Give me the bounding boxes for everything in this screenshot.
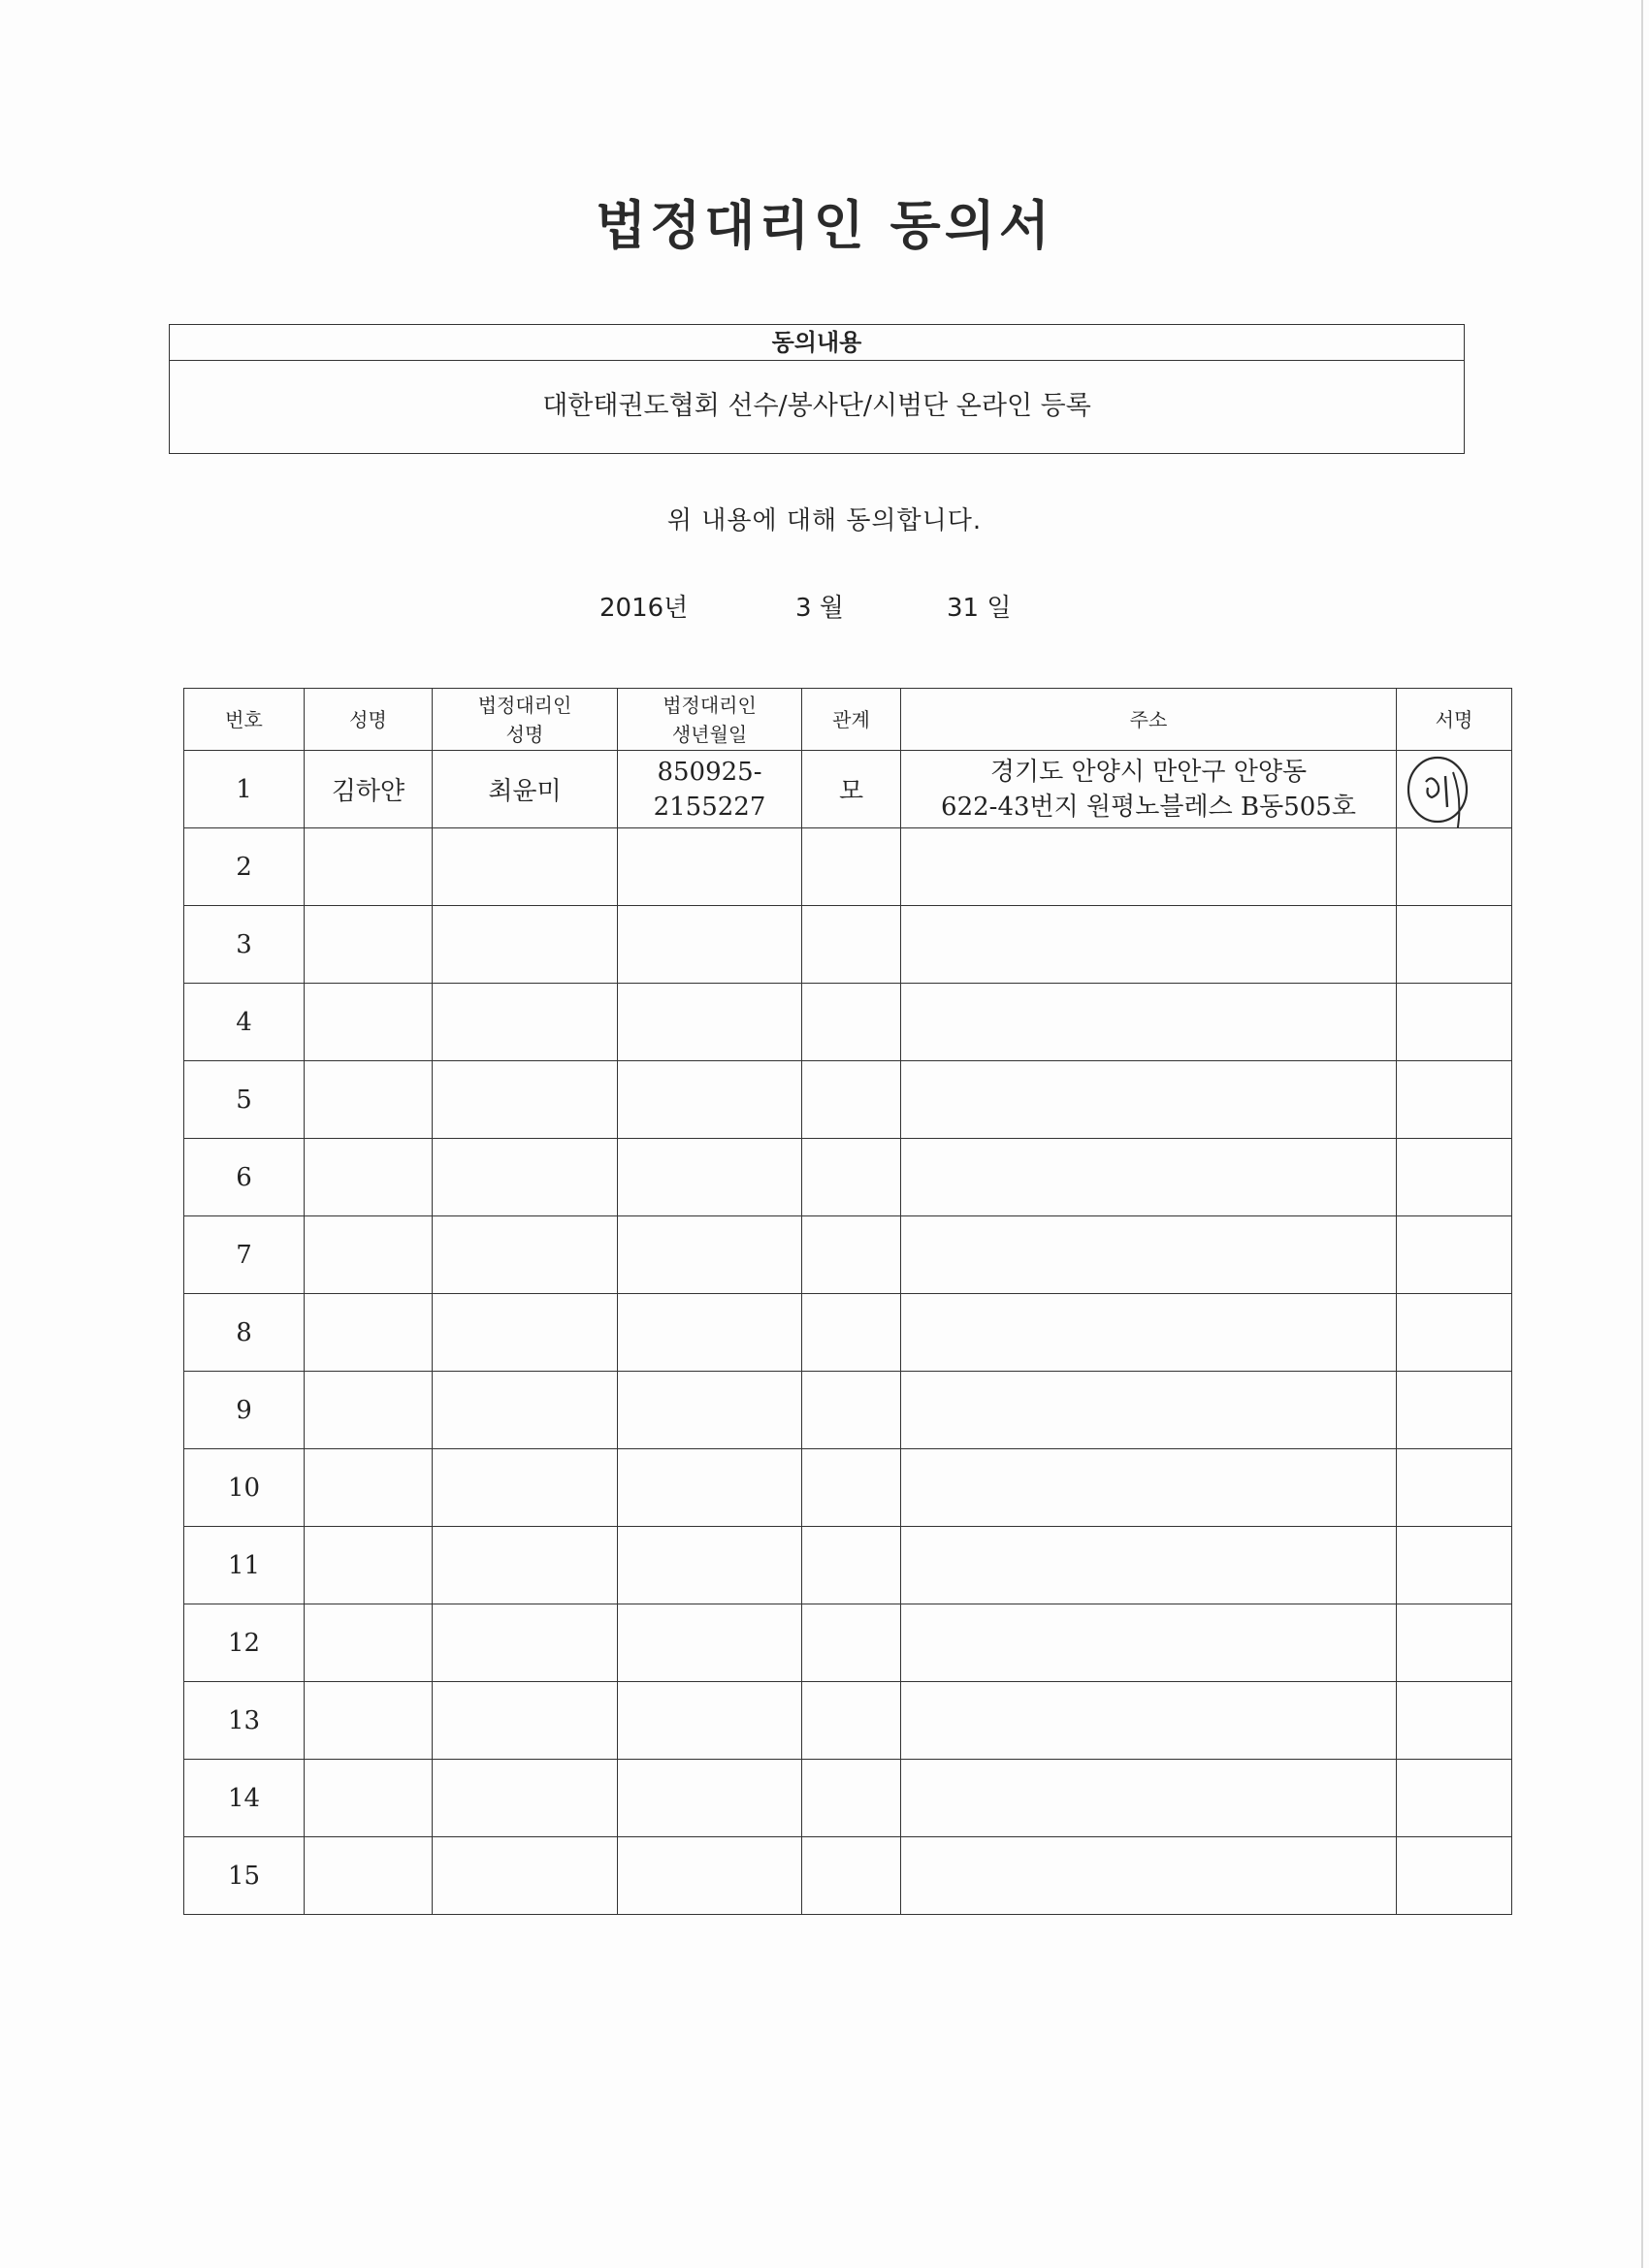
row-relation bbox=[802, 828, 901, 906]
table-row bbox=[184, 1760, 1512, 1837]
row-relation bbox=[802, 1372, 901, 1449]
row-signature bbox=[1397, 828, 1512, 906]
row-guardian-name bbox=[433, 1837, 618, 1915]
row-guardian-birth bbox=[618, 1372, 802, 1449]
date-day: 31 일 bbox=[947, 594, 1012, 623]
table-row bbox=[184, 1604, 1512, 1682]
row-no: 10 bbox=[184, 1449, 305, 1527]
row-address bbox=[901, 1372, 1397, 1449]
row-no: 15 bbox=[184, 1837, 305, 1915]
header-guardian-birth bbox=[618, 689, 802, 751]
table-row bbox=[184, 906, 1512, 984]
row-signature bbox=[1397, 1604, 1512, 1682]
row-relation bbox=[802, 1760, 901, 1837]
row-no: 9 bbox=[184, 1372, 305, 1449]
table-row bbox=[184, 828, 1512, 906]
row-name bbox=[305, 828, 433, 906]
row-guardian-birth bbox=[618, 1682, 802, 1760]
row-no: 7 bbox=[184, 1216, 305, 1294]
row-name bbox=[305, 1294, 433, 1372]
row-guardian-birth bbox=[618, 751, 802, 828]
row-no: 13 bbox=[184, 1682, 305, 1760]
scan-edge bbox=[1641, 0, 1643, 2268]
header-guardian-name bbox=[433, 689, 618, 751]
table-row bbox=[184, 1449, 1512, 1527]
row-signature bbox=[1397, 1216, 1512, 1294]
row-address bbox=[901, 1837, 1397, 1915]
header-signature: 서명 bbox=[1397, 689, 1512, 751]
header-guardian-birth-line1: 법정대리인 bbox=[663, 693, 757, 717]
row-signature bbox=[1397, 1061, 1512, 1139]
row-guardian-name bbox=[433, 1760, 618, 1837]
row-relation bbox=[802, 1061, 901, 1139]
row-no: 11 bbox=[184, 1527, 305, 1604]
row-signature bbox=[1397, 1837, 1512, 1915]
row-name bbox=[305, 1527, 433, 1604]
row-guardian-name: 최윤미 bbox=[433, 751, 618, 828]
row-signature bbox=[1397, 1682, 1512, 1760]
row-name: 김하얀 bbox=[305, 751, 433, 828]
row-guardian-birth bbox=[618, 1837, 802, 1915]
row-guardian-birth bbox=[618, 906, 802, 984]
row-relation bbox=[802, 1527, 901, 1604]
row-guardian-name bbox=[433, 1682, 618, 1760]
row-guardian-birth bbox=[618, 1061, 802, 1139]
row-relation bbox=[802, 1682, 901, 1760]
header-guardian-name-line1: 법정대리인 bbox=[477, 693, 572, 717]
table-row bbox=[184, 1837, 1512, 1915]
row-guardian-birth bbox=[618, 1527, 802, 1604]
guardian-table bbox=[183, 688, 1512, 1915]
row-address bbox=[901, 1527, 1397, 1604]
row-guardian-name bbox=[433, 1449, 618, 1527]
row-name bbox=[305, 1449, 433, 1527]
row-no: 5 bbox=[184, 1061, 305, 1139]
table-row bbox=[184, 1527, 1512, 1604]
address-line2: 622-43번지 원평노블레스 B동505호 bbox=[941, 792, 1356, 822]
date-month: 3 월 bbox=[795, 594, 844, 623]
row-no: 14 bbox=[184, 1760, 305, 1837]
table-row bbox=[184, 1294, 1512, 1372]
row-name bbox=[305, 1760, 433, 1837]
table-row bbox=[184, 1372, 1512, 1449]
row-address bbox=[901, 1604, 1397, 1682]
table-header-row bbox=[184, 689, 1512, 751]
row-guardian-name bbox=[433, 1139, 618, 1216]
row-address bbox=[901, 1760, 1397, 1837]
row-guardian-name bbox=[433, 1061, 618, 1139]
row-guardian-birth bbox=[618, 1294, 802, 1372]
row-relation: 모 bbox=[802, 751, 901, 828]
row-address bbox=[901, 1294, 1397, 1372]
consent-box bbox=[169, 324, 1465, 454]
row-name bbox=[305, 984, 433, 1061]
header-address: 주소 bbox=[901, 689, 1397, 751]
row-guardian-name bbox=[433, 1372, 618, 1449]
row-guardian-birth bbox=[618, 1216, 802, 1294]
table-row bbox=[184, 751, 1512, 828]
row-guardian-name bbox=[433, 1604, 618, 1682]
row-guardian-birth bbox=[618, 1449, 802, 1527]
row-guardian-name bbox=[433, 1216, 618, 1294]
row-address bbox=[901, 1139, 1397, 1216]
table-row bbox=[184, 984, 1512, 1061]
row-relation bbox=[802, 984, 901, 1061]
table-row bbox=[184, 1682, 1512, 1760]
row-signature bbox=[1397, 1294, 1512, 1372]
row-address bbox=[901, 1216, 1397, 1294]
table-row bbox=[184, 1216, 1512, 1294]
handwritten-signature bbox=[1403, 755, 1480, 828]
birth-line1: 850925- bbox=[657, 757, 762, 787]
row-relation bbox=[802, 906, 901, 984]
row-address bbox=[901, 984, 1397, 1061]
consent-content: 대한태권도협회 선수/봉사단/시범단 온라인 등록 bbox=[542, 391, 1091, 421]
header-relation: 관계 bbox=[802, 689, 901, 751]
row-name bbox=[305, 1216, 433, 1294]
agreement-statement: 위 내용에 대해 동의합니다. bbox=[666, 506, 983, 535]
row-address bbox=[901, 906, 1397, 984]
row-no: 4 bbox=[184, 984, 305, 1061]
consent-header: 동의내용 bbox=[170, 325, 1464, 361]
document-title: 법정대리인 동의서 bbox=[595, 195, 1054, 256]
row-relation bbox=[802, 1139, 901, 1216]
row-name bbox=[305, 1604, 433, 1682]
row-signature bbox=[1397, 1139, 1512, 1216]
row-address bbox=[901, 1449, 1397, 1527]
row-signature bbox=[1397, 984, 1512, 1061]
row-name bbox=[305, 1372, 433, 1449]
header-no: 번호 bbox=[184, 689, 305, 751]
row-address bbox=[901, 1061, 1397, 1139]
row-relation bbox=[802, 1449, 901, 1527]
row-signature bbox=[1397, 751, 1512, 828]
row-guardian-name bbox=[433, 906, 618, 984]
row-guardian-birth bbox=[618, 1139, 802, 1216]
row-address bbox=[901, 828, 1397, 906]
row-no: 6 bbox=[184, 1139, 305, 1216]
date-year: 2016년 bbox=[599, 594, 689, 623]
row-address bbox=[901, 1682, 1397, 1760]
row-guardian-name bbox=[433, 1527, 618, 1604]
row-name bbox=[305, 1139, 433, 1216]
row-guardian-name bbox=[433, 1294, 618, 1372]
row-signature bbox=[1397, 1449, 1512, 1527]
row-signature bbox=[1397, 1372, 1512, 1449]
row-name bbox=[305, 1682, 433, 1760]
header-guardian-name-line2: 성명 bbox=[505, 722, 544, 746]
row-no: 2 bbox=[184, 828, 305, 906]
row-address bbox=[901, 751, 1397, 828]
row-guardian-birth bbox=[618, 1604, 802, 1682]
row-guardian-name bbox=[433, 984, 618, 1061]
table-row bbox=[184, 1139, 1512, 1216]
header-name: 성명 bbox=[305, 689, 433, 751]
row-guardian-birth bbox=[618, 1760, 802, 1837]
row-name bbox=[305, 906, 433, 984]
row-no: 1 bbox=[184, 751, 305, 828]
row-name bbox=[305, 1061, 433, 1139]
row-signature bbox=[1397, 906, 1512, 984]
row-name bbox=[305, 1837, 433, 1915]
row-no: 8 bbox=[184, 1294, 305, 1372]
birth-line2: 2155227 bbox=[653, 792, 766, 822]
row-relation bbox=[802, 1294, 901, 1372]
row-relation bbox=[802, 1837, 901, 1915]
table-row bbox=[184, 1061, 1512, 1139]
row-guardian-birth bbox=[618, 984, 802, 1061]
row-no: 12 bbox=[184, 1604, 305, 1682]
row-guardian-birth bbox=[618, 828, 802, 906]
row-signature bbox=[1397, 1527, 1512, 1604]
header-guardian-birth-line2: 생년월일 bbox=[671, 722, 748, 746]
row-relation bbox=[802, 1216, 901, 1294]
row-signature bbox=[1397, 1760, 1512, 1837]
address-line1: 경기도 안양시 만안구 안양동 bbox=[989, 757, 1308, 787]
row-guardian-name bbox=[433, 828, 618, 906]
row-relation bbox=[802, 1604, 901, 1682]
row-no: 3 bbox=[184, 906, 305, 984]
